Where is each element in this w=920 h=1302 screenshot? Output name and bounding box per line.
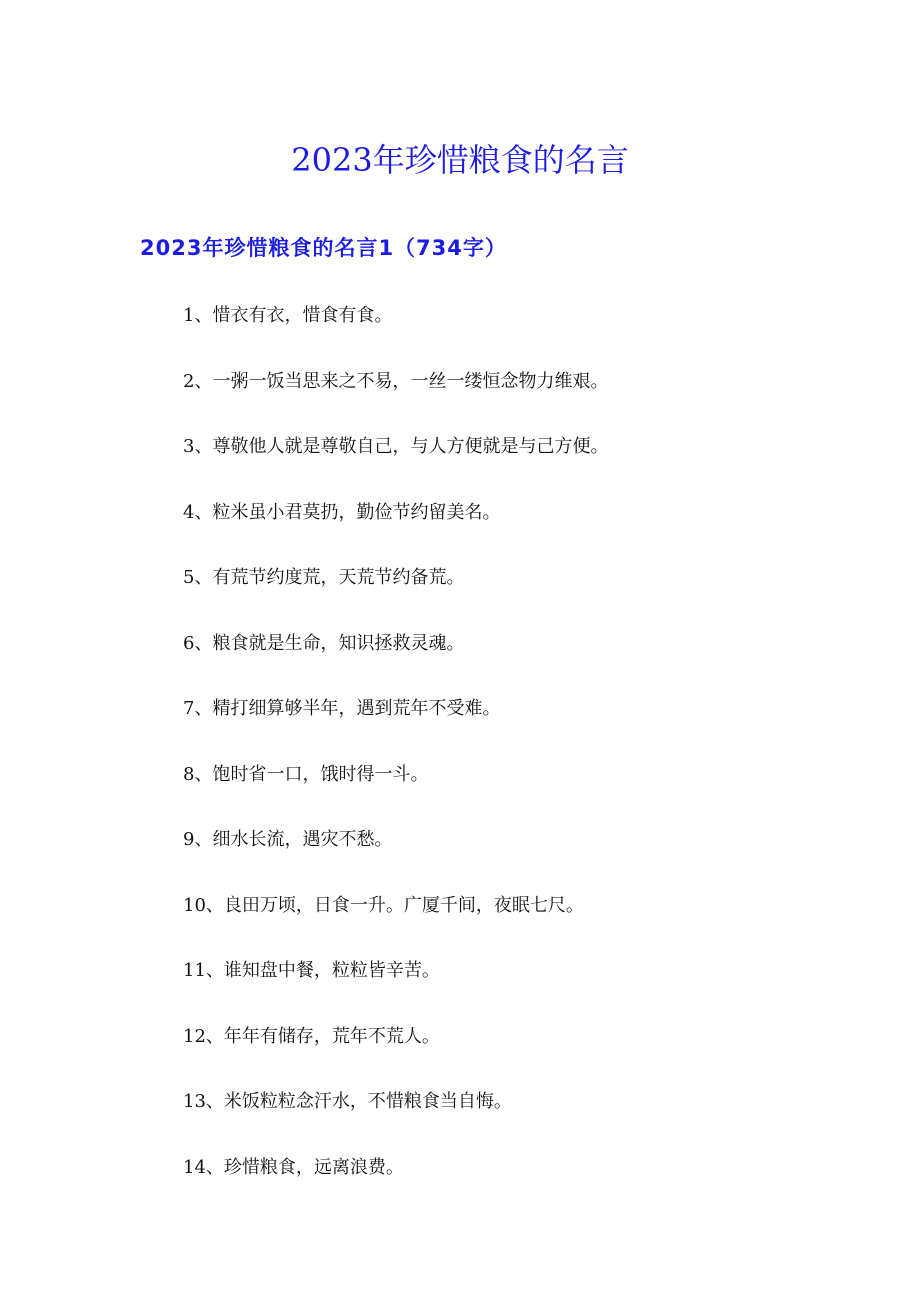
list-item: 13、米饭粒粒念汗水，不惜粮食当自悔。 bbox=[183, 1091, 512, 1112]
list-item: 8、饱时省一口，饿时得一斗。 bbox=[183, 763, 429, 785]
list-item: 3、尊敬他人就是尊敬自己，与人方便就是与己方便。 bbox=[183, 436, 609, 457]
list-item: 2、一粥一饭当思来之不易，一丝一缕恒念物力维艰。 bbox=[183, 370, 609, 392]
list-item: 7、精打细算够半年，遇到荒年不受难。 bbox=[183, 698, 501, 719]
list-item: 12、年年有储存，荒年不荒人。 bbox=[183, 1025, 440, 1047]
list-item: 6、粮食就是生命，知识拯救灵魂。 bbox=[183, 632, 465, 654]
list-item: 4、粒米虽小君莫扔，勤俭节约留美名。 bbox=[183, 501, 501, 523]
list-item: 14、珍惜粮食，远离浪费。 bbox=[183, 1156, 404, 1178]
quote-list bbox=[183, 302, 608, 1219]
list-item: 5、有荒节约度荒，天荒节约备荒。 bbox=[183, 567, 465, 588]
list-item: 9、细水长流，遇灾不愁。 bbox=[183, 829, 393, 850]
document-title: 2023年珍惜粮食的名言 bbox=[291, 141, 629, 179]
section-heading: 2023年珍惜粮食的名言1（734字） bbox=[140, 236, 507, 260]
list-item: 11、谁知盘中餐，粒粒皆辛苦。 bbox=[183, 960, 440, 981]
list-item: 1、惜衣有衣，惜食有食。 bbox=[183, 305, 393, 326]
list-item: 10、良田万顷，日食一升。广厦千间，夜眠七尺。 bbox=[183, 894, 584, 916]
